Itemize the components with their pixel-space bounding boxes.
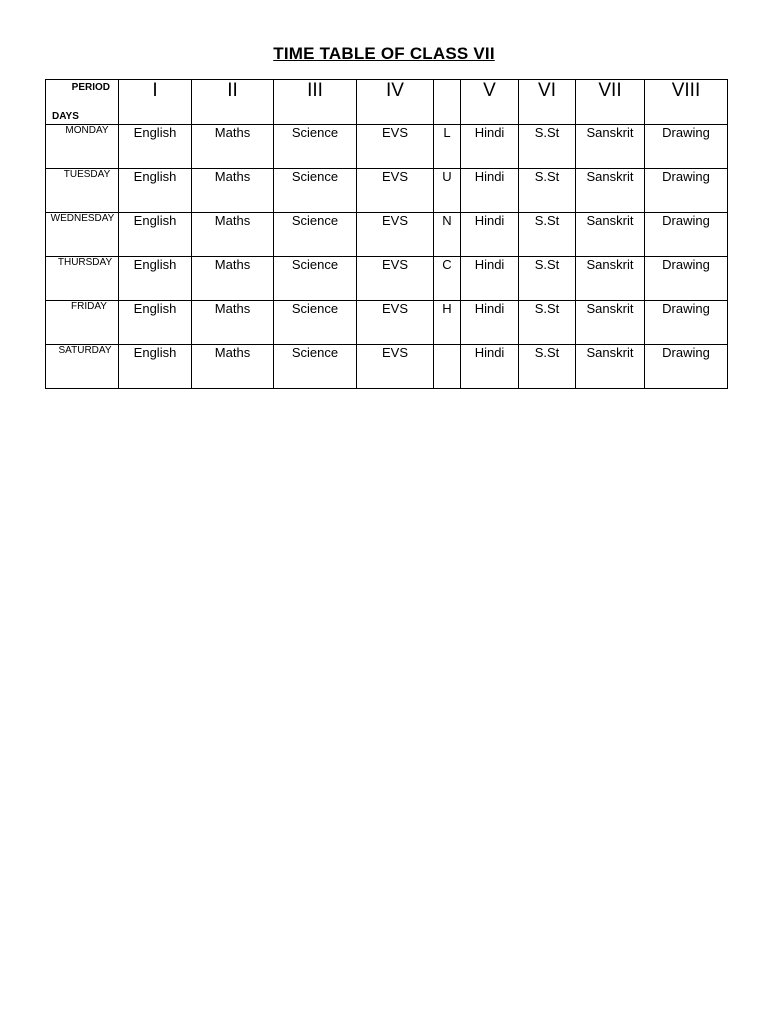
subject-cell: Maths: [192, 301, 274, 345]
subject-cell: Science: [274, 345, 357, 389]
subject-cell: English: [119, 257, 192, 301]
subject-cell: Science: [274, 301, 357, 345]
lunch-header: [434, 80, 461, 125]
period-header: I: [119, 80, 192, 125]
period-header: IV: [357, 80, 434, 125]
subject-cell: English: [119, 213, 192, 257]
subject-cell: EVS: [357, 345, 434, 389]
subject-cell: English: [119, 125, 192, 169]
subject-cell: Sanskrit: [576, 213, 645, 257]
subject-cell: Hindi: [461, 301, 519, 345]
table-row: [46, 257, 728, 301]
table-row: [46, 213, 728, 257]
table-row: [46, 125, 728, 169]
subject-cell: Hindi: [461, 257, 519, 301]
period-header: III: [274, 80, 357, 125]
subject-cell: Drawing: [645, 345, 728, 389]
period-label: PERIOD: [71, 82, 110, 93]
lunch-letter: H: [434, 301, 461, 345]
subject-cell: S.St: [519, 125, 576, 169]
subject-cell: Hindi: [461, 169, 519, 213]
subject-cell: Maths: [192, 169, 274, 213]
subject-cell: Hindi: [461, 125, 519, 169]
header-row: [46, 80, 728, 125]
subject-cell: Drawing: [645, 125, 728, 169]
subject-cell: Hindi: [461, 345, 519, 389]
lunch-letter: [434, 345, 461, 389]
day-label: FRIDAY: [46, 301, 119, 345]
subject-cell: Hindi: [461, 213, 519, 257]
subject-cell: Drawing: [645, 301, 728, 345]
lunch-letter: L: [434, 125, 461, 169]
subject-cell: Maths: [192, 345, 274, 389]
subject-cell: EVS: [357, 169, 434, 213]
subject-cell: English: [119, 301, 192, 345]
subject-cell: EVS: [357, 301, 434, 345]
subject-cell: Maths: [192, 125, 274, 169]
timetable: [45, 79, 728, 389]
subject-cell: Drawing: [645, 169, 728, 213]
subject-cell: EVS: [357, 213, 434, 257]
subject-cell: S.St: [519, 345, 576, 389]
lunch-letter: U: [434, 169, 461, 213]
period-header: VIII: [645, 80, 728, 125]
corner-cell: [46, 80, 119, 125]
lunch-letter: C: [434, 257, 461, 301]
subject-cell: Science: [274, 125, 357, 169]
subject-cell: EVS: [357, 125, 434, 169]
period-header: V: [461, 80, 519, 125]
subject-cell: Drawing: [645, 257, 728, 301]
subject-cell: Science: [274, 169, 357, 213]
table-row: [46, 301, 728, 345]
subject-cell: English: [119, 169, 192, 213]
day-label: TUESDAY: [46, 169, 119, 213]
subject-cell: Science: [274, 257, 357, 301]
day-label: SATURDAY: [46, 345, 119, 389]
page-title: TIME TABLE OF CLASS VII: [273, 44, 495, 63]
lunch-letter: N: [434, 213, 461, 257]
subject-cell: S.St: [519, 213, 576, 257]
subject-cell: Sanskrit: [576, 169, 645, 213]
table-row: [46, 169, 728, 213]
subject-cell: EVS: [357, 257, 434, 301]
subject-cell: English: [119, 345, 192, 389]
subject-cell: S.St: [519, 169, 576, 213]
subject-cell: Sanskrit: [576, 125, 645, 169]
subject-cell: Sanskrit: [576, 345, 645, 389]
days-label: DAYS: [52, 111, 79, 122]
period-header: VI: [519, 80, 576, 125]
subject-cell: Drawing: [645, 213, 728, 257]
day-label: WEDNESDAY: [46, 213, 119, 257]
day-label: THURSDAY: [46, 257, 119, 301]
subject-cell: Maths: [192, 257, 274, 301]
period-header: II: [192, 80, 274, 125]
subject-cell: Sanskrit: [576, 301, 645, 345]
subject-cell: S.St: [519, 301, 576, 345]
subject-cell: Sanskrit: [576, 257, 645, 301]
subject-cell: Maths: [192, 213, 274, 257]
subject-cell: Science: [274, 213, 357, 257]
period-header: VII: [576, 80, 645, 125]
table-row: [46, 345, 728, 389]
day-label: MONDAY: [46, 125, 119, 169]
subject-cell: S.St: [519, 257, 576, 301]
